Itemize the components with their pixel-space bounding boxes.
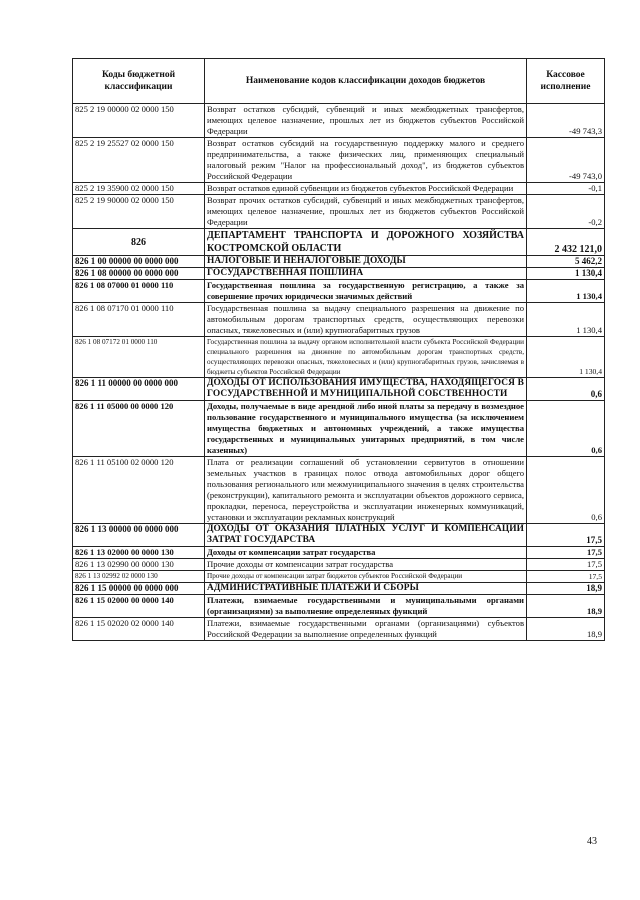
row-name: Прочие доходы от компенсации затрат государства	[205, 559, 527, 571]
row-code: 826 1 08 00000 00 0000 000	[73, 268, 205, 280]
row-name: ДОХОДЫ ОТ ИСПОЛЬЗОВАНИЯ ИМУЩЕСТВА, НАХОДЯЩЕГОСЯ В ГОСУДАРСТВЕННОЙ И МУНИЦИПАЛЬНОЙ СОБСТВЕННОСТИ	[205, 378, 527, 401]
row-name: ГОСУДАРСТВЕННАЯ ПОШЛИНА	[205, 268, 527, 280]
row-code: 825 2 19 90000 02 0000 150	[73, 195, 205, 229]
header-name: Наименование кодов классификации доходов бюджетов	[205, 59, 527, 104]
table-row	[73, 571, 605, 583]
row-name: Возврат остатков субсидий на государственную поддержку малого и среднего предпринимательства, а также физических лиц, применяющих специальный налоговый режим "Налог на профессиональный доход", из бюджетов субъектов Российской Федерации	[205, 138, 527, 183]
header-sum: Кассовое исполнение	[527, 59, 605, 104]
row-name: Возврат остатков единой субвенции из бюджетов субъектов Российской Федерации	[205, 183, 527, 195]
table-row	[73, 583, 605, 595]
row-name: Платежи, взимаемые государственными органами (организациями) субъектов Российской Федерации за выполнение определенных функций	[205, 618, 527, 641]
table-body	[73, 104, 605, 641]
row-code: 826 1 13 02992 02 0000 130	[73, 571, 205, 583]
row-name: Возврат прочих остатков субсидий, субвенций и иных межбюджетных трансфертов, имеющих целевое назначение, прошлых лет из бюджетов субъектов Российской Федерации	[205, 195, 527, 229]
row-name: Доходы, получаемые в виде арендной либо иной платы за передачу в возмездное пользование государственного и муниципального имущества (за исключением имущества бюджетных и автономных учреждений, а также имущества государственных и муниципальных унитарных предприятий, в том числе казенных)	[205, 401, 527, 457]
table-row	[73, 337, 605, 378]
row-amount: 1 130,4	[527, 303, 605, 337]
row-name: Государственная пошлина за выдачу специального разрешения на движение по автомобильным дорогам транспортных средств, осуществляющих перевозки опасных, тяжеловесных и (или) крупногабаритных грузов	[205, 303, 527, 337]
row-code: 826 1 13 02000 00 0000 130	[73, 547, 205, 559]
row-code: 826 1 15 00000 00 0000 000	[73, 583, 205, 595]
table-row	[73, 268, 605, 280]
row-name: ДОХОДЫ ОТ ОКАЗАНИЯ ПЛАТНЫХ УСЛУГ И КОМПЕНСАЦИИ ЗАТРАТ ГОСУДАРСТВА	[205, 524, 527, 547]
row-code: 826 1 13 02990 00 0000 130	[73, 559, 205, 571]
row-code: 826 1 15 02020 02 0000 140	[73, 618, 205, 641]
table-row	[73, 138, 605, 183]
row-amount: 5 462,2	[527, 256, 605, 268]
revenue-table	[72, 58, 605, 641]
table-row	[73, 104, 605, 138]
table-row	[73, 229, 605, 256]
row-name: Плата от реализации соглашений об установлении сервитутов в отношении земельных участков в границах полос отвода автомобильных дорог общего пользования регионального или межмуниципального значения в целях строительства (реконструкции), капитального ремонта и эксплуатации объектов дорожного сервиса, прокладки, переноса, переустройства и эксплуатации инженерных коммуникаций, установки и эксплуатации рекламных конструкций	[205, 457, 527, 524]
row-code: 826 1 08 07170 01 0000 110	[73, 303, 205, 337]
row-amount: 2 432 121,0	[527, 229, 605, 256]
row-code: 826 1 11 05100 02 0000 120	[73, 457, 205, 524]
row-name: АДМИНИСТРАТИВНЫЕ ПЛАТЕЖИ И СБОРЫ	[205, 583, 527, 595]
row-amount: 1 130,4	[527, 280, 605, 303]
row-amount: -0,1	[527, 183, 605, 195]
row-code: 825 2 19 00000 02 0000 150	[73, 104, 205, 138]
row-code: 826 1 08 07172 01 0000 110	[73, 337, 205, 378]
row-amount: 18,9	[527, 618, 605, 641]
row-amount: 1 130,4	[527, 337, 605, 378]
table-row	[73, 195, 605, 229]
row-amount: 17,5	[527, 524, 605, 547]
table-row	[73, 303, 605, 337]
row-amount: 0,6	[527, 401, 605, 457]
table-row	[73, 559, 605, 571]
row-amount: 0,6	[527, 457, 605, 524]
table-row	[73, 547, 605, 559]
row-code: 826 1 11 05000 00 0000 120	[73, 401, 205, 457]
row-code: 826 1 11 00000 00 0000 000	[73, 378, 205, 401]
row-code: 826 1 13 00000 00 0000 000	[73, 524, 205, 547]
row-amount: 1 130,4	[527, 268, 605, 280]
row-code: 826	[73, 229, 205, 256]
row-code: 826 1 00 00000 00 0000 000	[73, 256, 205, 268]
row-name: Доходы от компенсации затрат государства	[205, 547, 527, 559]
row-amount: 18,9	[527, 595, 605, 618]
page-number: 43	[587, 836, 597, 847]
table-row	[73, 378, 605, 401]
row-name: Государственная пошлина за государственную регистрацию, а также за совершение прочих юридически значимых действий	[205, 280, 527, 303]
table-row	[73, 183, 605, 195]
table-row	[73, 256, 605, 268]
row-name: Платежи, взимаемые государственными и муниципальными органами (организациями) за выполнение определенных функций	[205, 595, 527, 618]
table-header-row	[73, 59, 605, 104]
row-amount: -49 743,3	[527, 104, 605, 138]
table-row	[73, 618, 605, 641]
table-row	[73, 401, 605, 457]
table-row	[73, 280, 605, 303]
table-row	[73, 524, 605, 547]
row-name: НАЛОГОВЫЕ И НЕНАЛОГОВЫЕ ДОХОДЫ	[205, 256, 527, 268]
row-name: Государственная пошлина за выдачу органом исполнительной власти субъекта Российской Федерации специального разрешения на движение по автомобильным дорогам транспортных средств, осуществляющих перевозки опасных, тяжеловесных и (или) крупногабаритных грузов, зачисляемая в бюджеты субъектов Российской Федерации	[205, 337, 527, 378]
row-amount: 0,6	[527, 378, 605, 401]
table-row	[73, 595, 605, 618]
row-name: ДЕПАРТАМЕНТ ТРАНСПОРТА И ДОРОЖНОГО ХОЗЯЙСТВА КОСТРОМСКОЙ ОБЛАСТИ	[205, 229, 527, 256]
table-row	[73, 457, 605, 524]
row-name: Прочие доходы от компенсации затрат бюджетов субъектов Российской Федерации	[205, 571, 527, 583]
row-amount: 17,5	[527, 571, 605, 583]
row-code: 826 1 15 02000 00 0000 140	[73, 595, 205, 618]
row-amount: -0,2	[527, 195, 605, 229]
row-code: 826 1 08 07000 01 0000 110	[73, 280, 205, 303]
row-amount: 17,5	[527, 559, 605, 571]
row-name: Возврат остатков субсидий, субвенций и иных межбюджетных трансфертов, имеющих целевое назначение, прошлых лет из бюджетов субъектов Российской Федерации	[205, 104, 527, 138]
row-amount: 17,5	[527, 547, 605, 559]
row-amount: 18,9	[527, 583, 605, 595]
row-code: 825 2 19 25527 02 0000 150	[73, 138, 205, 183]
row-code: 825 2 19 35900 02 0000 150	[73, 183, 205, 195]
header-code: Коды бюджетной классификации	[73, 59, 205, 104]
row-amount: -49 743,0	[527, 138, 605, 183]
